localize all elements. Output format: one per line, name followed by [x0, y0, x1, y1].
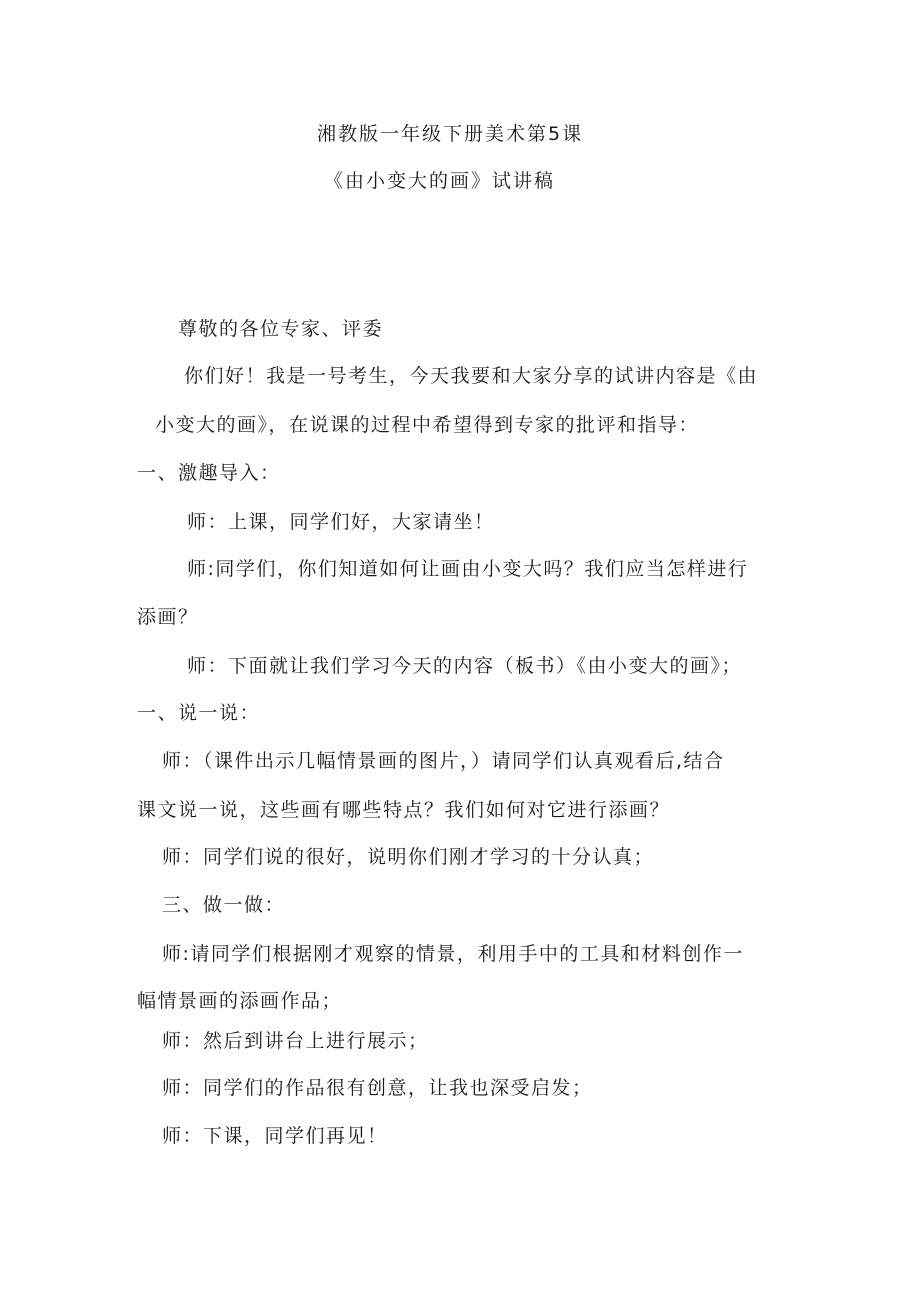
section-heading: 一、说一说：: [137, 702, 261, 724]
paragraph-line: 师：同学们的作品很有创意，让我也深受启发；: [162, 1077, 593, 1099]
section-heading: 三、做一做：: [162, 894, 286, 916]
paragraph-line: 你们好！我是一号考生，今天我要和大家分享的试讲内容是《由: [184, 365, 759, 387]
paragraph-line: 师：下课，同学们再见！: [162, 1125, 388, 1147]
paragraph-line: 师：然后到讲台上进行展示；: [162, 1030, 429, 1052]
paragraph-line: 师：下面就让我们学习今天的内容（板书）《由小变大的画》；: [187, 655, 743, 677]
document-title: 湘教版一年级下册美术第5课: [317, 123, 584, 145]
paragraph-line: 师：上课，同学们好，大家请坐！: [187, 511, 495, 533]
paragraph-line: 小变大的画》，在说课的过程中希望得到专家的批评和指导：: [155, 414, 700, 436]
paragraph-line: 课文说一说，这些画有哪些特点？我们如何对它进行添画？: [137, 799, 671, 821]
paragraph-line: 添画？: [137, 606, 199, 628]
document-subtitle: 《由小变大的画》试讲稿: [324, 170, 556, 192]
paragraph-line: 师:请同学们根据刚才观察的情景，利用手中的工具和材料创作一: [162, 943, 744, 965]
paragraph-line: 师：同学们说的很好，说明你们刚才学习的十分认真；: [162, 846, 655, 868]
paragraph-line: 幅情景画的添画作品；: [137, 990, 343, 1012]
paragraph-line: 师：（课件出示几幅情景画的图片，）请同学们认真观看后,结合: [162, 750, 725, 772]
salutation: 尊敬的各位专家、评委: [178, 318, 384, 340]
paragraph-line: 师:同学们，你们知道如何让画由小变大吗？我们应当怎样进行: [187, 558, 749, 580]
section-heading: 一、激趣导入：: [137, 462, 281, 484]
